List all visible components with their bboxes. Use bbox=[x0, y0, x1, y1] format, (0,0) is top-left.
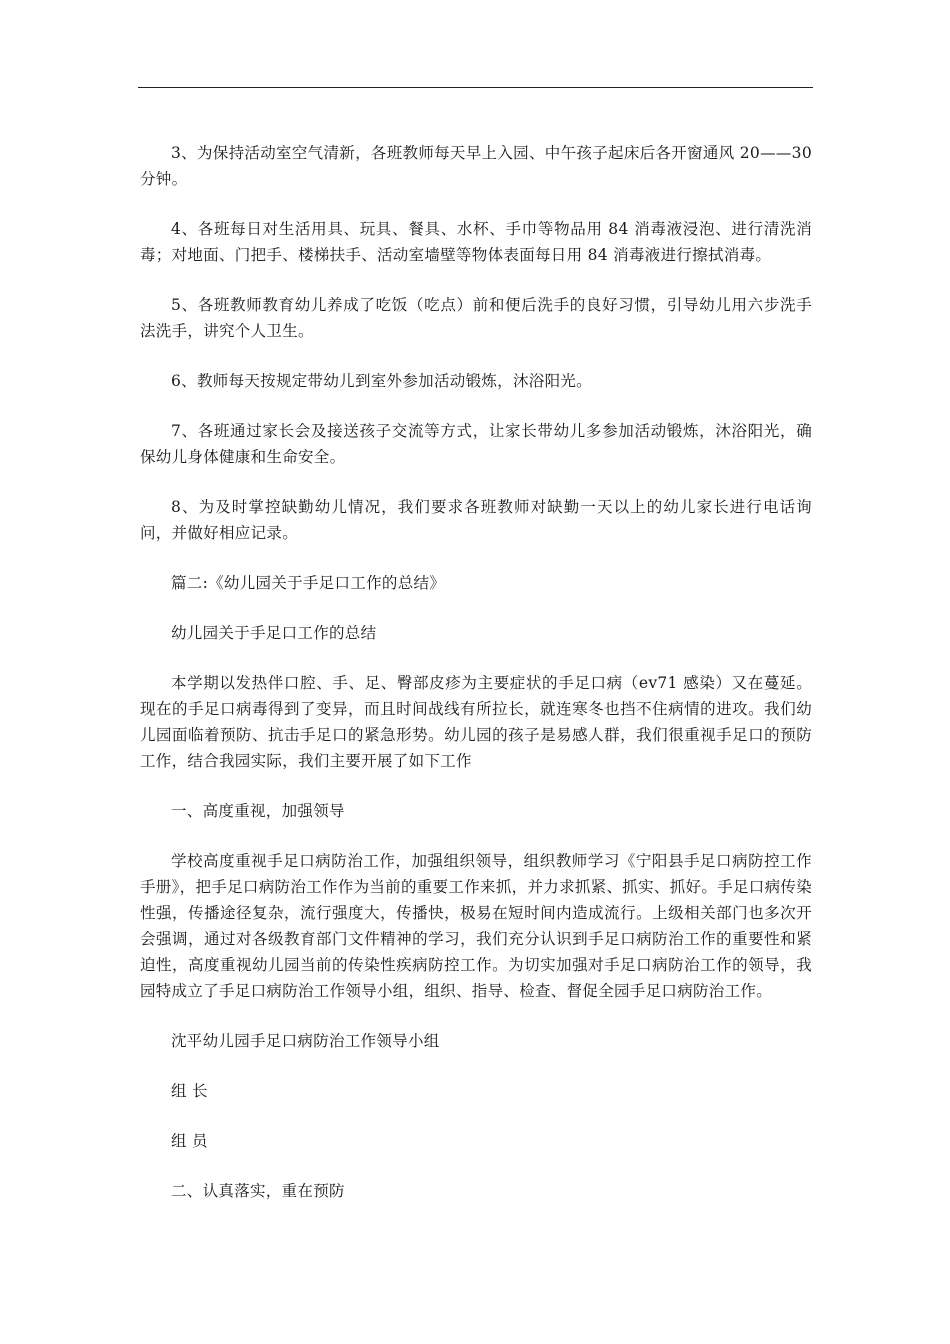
section-heading-part-two: 篇二:《幼儿园关于手足口工作的总结》 bbox=[171, 574, 446, 592]
heading-leadership-group: 沈平幼儿园手足口病防治工作领导小组 bbox=[171, 1032, 440, 1050]
label-group-members: 组 员 bbox=[171, 1132, 208, 1150]
document-body bbox=[140, 140, 812, 1204]
paragraph-disinfection: 4、各班每日对生活用具、玩具、餐具、水杯、手巾等物品用 84 消毒液浸泡、进行清洗消毒；对地面、门把手、楼梯扶手、活动室墙壁等物体表面每日用 84 消毒液进行擦拭消毒。 bbox=[140, 220, 812, 264]
paragraph-outdoor-activity: 6、教师每天按规定带幼儿到室外参加活动锻炼，沐浴阳光。 bbox=[171, 372, 592, 390]
paragraph-intro: 本学期以发热伴口腔、手、足、臀部皮疹为主要症状的手足口病（ev71 感染）又在蔓延。现在的手足口病毒得到了变异，而且时间战线有所拉长，就连寒冬也挡不住病情的进攻。我们幼儿园面临着预防、抗击手足口的紧急形势。幼儿园的孩子是易感人群，我们很重视手足口的预防工作，结合我园实际，我们主要开展了如下工作 bbox=[140, 674, 812, 770]
heading-prevention: 二、认真落实，重在预防 bbox=[171, 1182, 345, 1200]
paragraph-handwashing: 5、各班教师教育幼儿养成了吃饭（吃点）前和便后洗手的良好习惯，引导幼儿用六步洗手法洗手，讲究个人卫生。 bbox=[140, 296, 812, 340]
document-title: 幼儿园关于手足口工作的总结 bbox=[171, 624, 377, 642]
paragraph-parents: 7、各班通过家长会及接送孩子交流等方式，让家长带幼儿多参加活动锻炼，沐浴阳光，确保幼儿身体健康和生命安全。 bbox=[140, 422, 812, 466]
header-rule bbox=[138, 87, 813, 88]
label-group-leader: 组 长 bbox=[171, 1082, 208, 1100]
heading-leadership: 一、高度重视，加强领导 bbox=[171, 802, 345, 820]
paragraph-ventilation: 3、为保持活动室空气清新，各班教师每天早上入园、中午孩子起床后各开窗通风 20——30 分钟。 bbox=[140, 144, 812, 188]
paragraph-leadership: 学校高度重视手足口病防治工作，加强组织领导，组织教师学习《宁阳县手足口病防控工作手册》，把手足口病防治工作作为当前的重要工作来抓，并力求抓紧、抓实、抓好。手足口病传染性强，传播途径复杂，流行强度大，传播快，极易在短时间内造成流行。上级相关部门也多次开会强调，通过对各级教育部门文件精神的学习，我们充分认识到手足口病防治工作的重要性和紧迫性，高度重视幼儿园当前的传染性疾病防控工作。为切实加强对手足口病防治工作的领导，我园特成立了手足口病防治工作领导小组，组织、指导、检查、督促全园手足口病防治工作。 bbox=[140, 852, 812, 1000]
paragraph-absence: 8、为及时掌控缺勤幼儿情况，我们要求各班教师对缺勤一天以上的幼儿家长进行电话询问，并做好相应记录。 bbox=[140, 498, 812, 542]
